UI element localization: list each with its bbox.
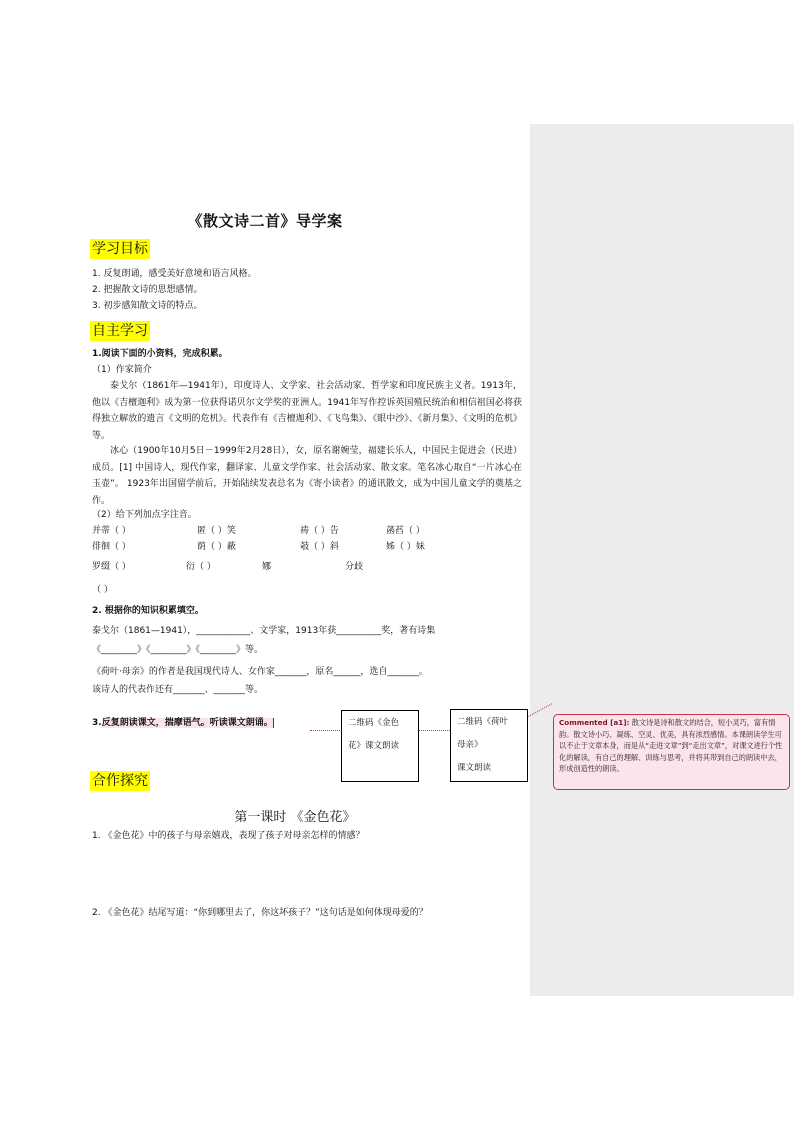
pinyin-item: 匿（ ）笑 — [197, 526, 236, 536]
pinyin-instruction: （2）给下列加点字注音。 — [92, 510, 197, 520]
pinyin-item: 姊（ ）妹 — [386, 542, 425, 552]
comment-author-label: Commented [a1]: — [559, 718, 630, 727]
pinyin-item: 衍（ ） — [186, 562, 216, 572]
page-title: 《散文诗二首》导学案 — [187, 212, 343, 230]
question-2-heading: 2. 根据你的知识积累填空。 — [92, 606, 204, 616]
tagore-paragraph: 泰戈尔（1861年—1941年），印度诗人、文学家、社会活动家、哲学家和印度民族主义者。1913年，他以《吉檀迦利》成为第一位获得诺贝尔文学奖的亚洲人。1941年写作控诉英国殖民统治和相信祖国必将获得独立解放的遗言《文明的危机》。代表作有《吉檀迦利》、《飞鸟集》、《眼中沙》、《新月集》、《文明的危机》等。 — [92, 381, 522, 441]
pinyin-item: 分歧 — [345, 562, 364, 572]
question-3-number: 3. — [92, 718, 102, 728]
pinyin-item: （ ） — [92, 585, 113, 595]
comment-text: 散文诗是诗和散文的结合，短小灵巧，富有情韵。散文诗小巧、凝练、空灵、优美，具有浓烈感情。本课朗读学生可以不止于文章本身，而是从“走进文章”到“走出文章”，对课文进行个性化的解读，有自己的理解、训练与思考，并将其带到自己的朗读中去，形成创造性的朗读。 — [559, 718, 783, 773]
goal-item: 2. 把握散文诗的思想感情。 — [92, 285, 203, 295]
discussion-question: 2. 《金色花》结尾写道：“你到哪里去了，你这坏孩子？”这句话是如何体现母爱的？ — [92, 908, 428, 918]
fill-blank-line: 《________》《________》《________》等。 — [92, 645, 264, 655]
comment-margin-pane — [530, 124, 794, 996]
lesson-title: 第一课时 《金色花》 — [234, 810, 356, 825]
pinyin-item: 祷（ ）告 — [300, 526, 339, 536]
bingxin-paragraph: 冰心（1900年10月5日－1999年2月28日），女，原名谢婉莹，福建长乐人，中国民主促进会（民进）成员。[1] 中国诗人，现代作家，翻译家、儿童文学作家、社会活动家、散文家。笔名冰心取自“一片冰心在玉壶”。 1923年出国留学前后，开始陆续发表总名为《寄小读者》的通讯散文，成为中国儿童文学的奠基之作。 — [92, 446, 522, 506]
qr-label: 二维码《荷叶 — [457, 717, 509, 727]
question-1-heading: 1.阅读下面的小资料，完成积累。 — [92, 349, 228, 359]
qr-label: 母亲》 — [457, 740, 483, 750]
fill-blank-line: 《荷叶·母亲》的作者是我国现代诗人、女作家_______，原名______，选自_______。 — [92, 667, 428, 677]
goal-item: 3. 初步感知散文诗的特点。 — [92, 301, 203, 311]
pinyin-item: 攲（ ）斜 — [300, 542, 339, 552]
question-3 — [92, 717, 274, 730]
fill-blank-line: 该诗人的代表作还有_______、_______等。 — [92, 685, 264, 695]
section-self-study: 自主学习 — [92, 323, 148, 339]
pinyin-item: 罗缀（ ） — [92, 562, 131, 572]
review-comment-balloon[interactable] — [553, 714, 790, 790]
question-3-highlighted-text: 反复朗读课文，揣摩语气。听读课文朗诵。 — [101, 718, 273, 728]
section-cooperate: 合作探究 — [92, 773, 148, 789]
pinyin-item: 娜 — [262, 562, 272, 572]
qr-label: 课文朗读 — [457, 763, 492, 773]
qr-label: 花》课文朗读 — [348, 741, 400, 751]
qr-code-box-lotus-mother — [450, 709, 528, 782]
pinyin-item: 荫（ ）蔽 — [197, 542, 236, 552]
goal-item: 1. 反复朗诵，感受美好意境和语言风格。 — [92, 269, 257, 279]
section-goals: 学习目标 — [92, 241, 148, 257]
qr-label: 二维码《金色 — [348, 718, 400, 728]
discussion-question: 1. 《金色花》中的孩子与母亲嬉戏，表现了孩子对母亲怎样的情感？ — [92, 831, 365, 841]
qr-code-box-golden-flower — [341, 710, 419, 782]
pinyin-item: 并蒂（ ） — [92, 526, 131, 536]
author-intro-label: （1）作家简介 — [92, 365, 152, 375]
pinyin-item: 菡萏（ ） — [386, 526, 425, 536]
pinyin-item: 徘徊（ ） — [92, 542, 131, 552]
fill-blank-line: 泰戈尔（1861—1941），____________、文学家，1913年获__________奖，著有诗集 — [92, 626, 436, 636]
